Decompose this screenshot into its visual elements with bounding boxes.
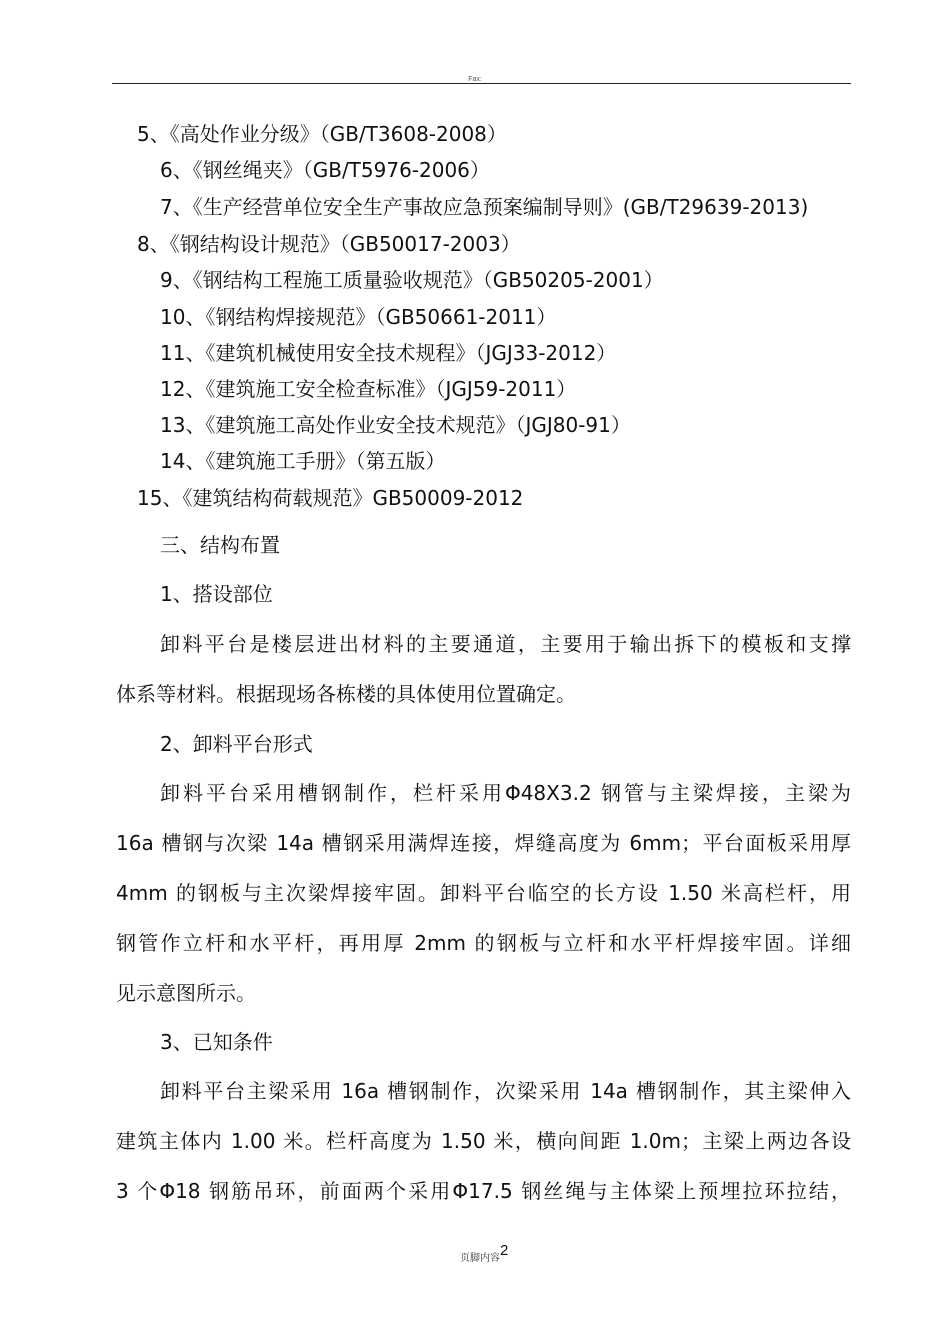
reference-item-15: 15、《建筑结构荷载规范》GB50009-2012 [137,486,524,510]
paragraph-line: 建筑主体内 1.00 米。栏杆高度为 1.50 米，横向间距 1.0m；主梁上两边各设 [116,1129,851,1153]
page-number: 2 [500,1242,509,1259]
reference-item-14: 14、《建筑施工手册》（第五版） [160,449,446,473]
subheading-setup-location: 1、搭设部位 [160,582,273,606]
paragraph-line: 钢管作立杆和水平杆，再用厚 2mm 的钢板与立杆和水平杆焊接牢固。详细 [116,931,851,955]
paragraph-line: 卸料平台采用槽钢制作，栏杆采用Φ48X3.2 钢管与主梁焊接，主梁为 [160,781,851,805]
reference-item-7: 7、《生产经营单位安全生产事故应急预案编制导则》(GB/T29639-2013) [160,195,809,219]
reference-item-8: 8、《钢结构设计规范》（GB50017-2003） [137,232,521,256]
paragraph-line: 体系等材料。根据现场各栋楼的具体使用位置确定。 [116,682,576,706]
paragraph-line: 见示意图所示。 [116,981,256,1005]
reference-item-11: 11、《建筑机械使用安全技术规程》（JGJ33-2012） [160,341,617,365]
paragraph-line: 16a 槽钢与次梁 14a 槽钢采用满焊连接，焊缝高度为 6mm；平台面板采用厚 [116,831,851,855]
reference-item-12: 12、《建筑施工安全检查标准》（JGJ59-2011） [160,377,577,401]
reference-item-9: 9、《钢结构工程施工质量验收规范》（GB50205-2001） [160,268,664,292]
reference-item-10: 10、《钢结构焊接规范》（GB50661-2011） [160,305,557,329]
subheading-known-conditions: 3、已知条件 [160,1030,273,1054]
paragraph-line: 卸料平台主梁采用 16a 槽钢制作，次梁采用 14a 槽钢制作，其主梁伸入 [160,1079,851,1103]
section-heading: 三、结构布置 [160,533,280,557]
reference-item-13: 13、《建筑施工高处作业安全技术规范》（JGJ80-91） [160,413,631,437]
header-fax-text: Fax: [468,76,482,83]
reference-item-6: 6、《钢丝绳夹》（GB/T5976-2006） [160,158,490,182]
paragraph-line: 4mm 的钢板与主次梁焊接牢固。卸料平台临空的长方设 1.50 米高栏杆，用 [116,881,851,905]
subheading-platform-form: 2、卸料平台形式 [160,732,313,756]
reference-item-5: 5、《高处作业分级》（GB/T3608-2008） [137,122,507,146]
paragraph-line: 卸料平台是楼层进出材料的主要通道，主要用于输出拆下的模板和支撑 [160,632,851,656]
header-divider [112,83,851,84]
paragraph-line: 3 个Φ18 钢筋吊环，前面两个采用Φ17.5 钢丝绳与主体梁上预埋拉环拉结， [116,1179,851,1203]
page-footer [460,1242,509,1265]
footer-text: 页脚内容 [460,1253,500,1264]
